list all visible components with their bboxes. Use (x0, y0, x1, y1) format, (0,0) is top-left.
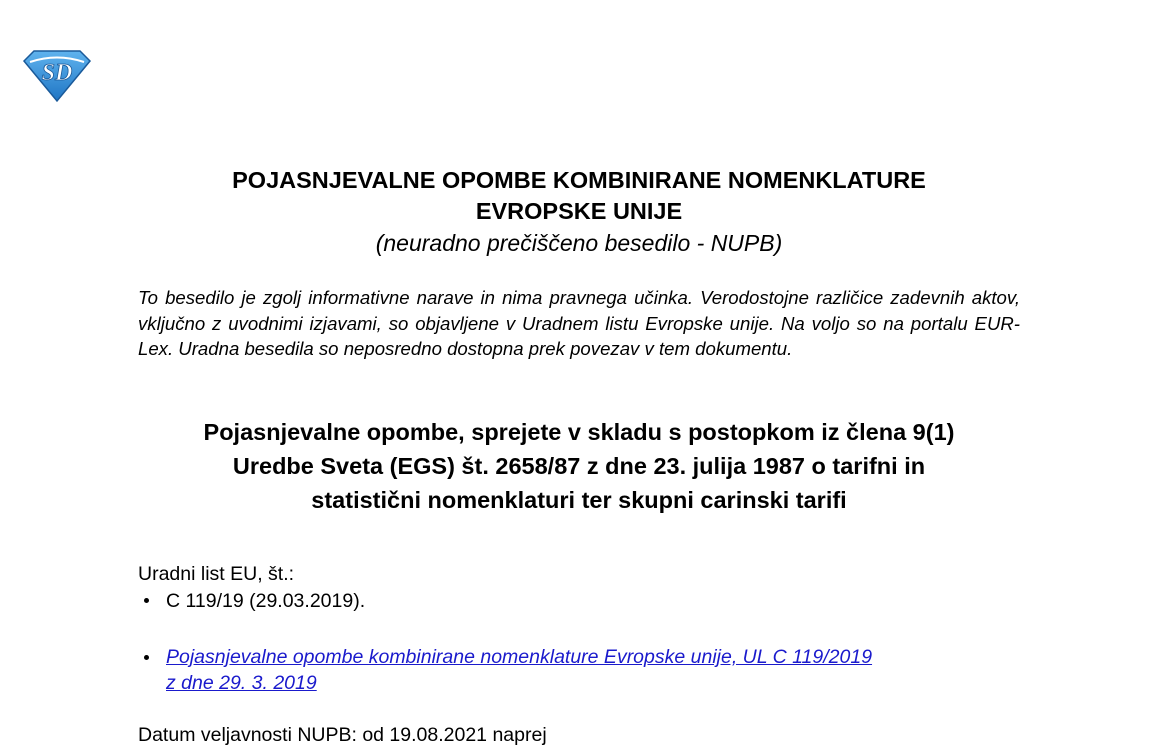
heading-line-2: Uredbe Sveta (EGS) št. 2658/87 z dne 23. julija 1987 o tarifni in (232, 453, 926, 479)
document-subtitle: (neuradno prečiščeno besedilo - NUPB) (375, 230, 783, 256)
heading-line-1: Pojasnjevalne opombe, sprejete v skladu s postopkom iz člena 9(1) (203, 419, 955, 445)
title-line-2: EVROPSKE UNIJE (475, 198, 683, 224)
sd-logo-icon (20, 47, 94, 103)
heading-line-3: statistični nomenklaturi ter skupni carinski tarifi (311, 487, 847, 513)
disclaimer-paragraph: To besedilo je zgolj informativne narave in nima pravnega učinka. Verodostojne različice zadevnih aktov, vključno z uvodnimi izjavami, so objavljene v Uradnem listu Evropske unije. Na voljo so na portalu EUR-Lex. Uradna besedila so neposredno dostopna prek povezav v tem dokumentu. (138, 287, 1020, 360)
journal-item: C 119/19 (29.03.2019). (166, 590, 366, 612)
document-title (0, 165, 1158, 227)
eurlex-link[interactable] (166, 646, 872, 694)
journal-label: Uradni list EU, št.: (138, 563, 295, 585)
list-bullet (144, 655, 149, 660)
eurlex-link-line-2: z dne 29. 3. 2019 (166, 672, 317, 694)
validity-date: Datum veljavnosti NUPB: od 19.08.2021 naprej (138, 724, 547, 746)
link-item (166, 644, 872, 696)
regulation-heading (0, 415, 1158, 517)
eurlex-link-line-1: Pojasnjevalne opombe kombinirane nomenklature Evropske unije, UL C 119/2019 (166, 646, 873, 668)
list-bullet (144, 598, 149, 603)
svg-text:SD: SD (41, 60, 73, 86)
title-line-1: POJASNJEVALNE OPOMBE KOMBINIRANE NOMENKLATURE (232, 167, 926, 193)
